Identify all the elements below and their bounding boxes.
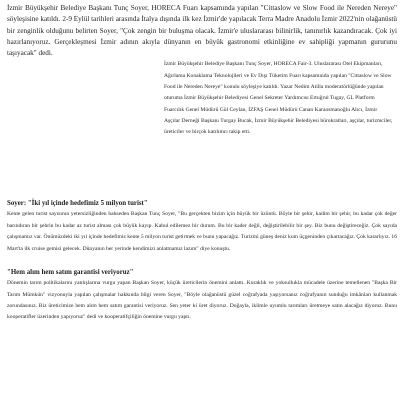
photo-area (7, 59, 159, 193)
section-heading-tourism: Soyer: "İki yıl içinde hedefimiz 5 milyon turist" (7, 200, 148, 208)
article-intro: İzmir Büyükşehir Belediye Başkanı Tunç Soyer, HORECA Fuarı kapsamında yapılan "Cittaslow ve Slow Food ile Nereden Nereye" söyleşisine katıldı. 2-9 Eylül tarihleri arasında İtalya dışında ilk kez İzmir'de yapılacak Terra Madre Anadolu İzmir 2022'nin olağanüstü bir zenginlik olduğunu belirten Soyer, "Çok zengin bir buluşma olacak. İzmir'e uluslararası bilinirlik, tanınırlık kazandıracak. Çok iyi hazırlanıyoruz. Gerçekleşmesi İzmir adının akıyla dünyanın en büyük gastronomi etkinliğine ev sahipliği yapmanın gururunu taşıyacak" dedi. (7, 4, 397, 58)
section-heading-agriculture: "Hem alım hem satım garantisi veriyoruz" (7, 269, 134, 277)
section-gap (7, 255, 397, 262)
section-body-tourism: Kente gelen turist sayısının yetersizliğinden bahseden Başkan Tunç Soyer, "Bu gerçekten bizim için büyük bir üzüntü. Böyle bir şehir, kadim bir şehir, bu kadar çok değer barındıran bir şehrin bu kadar az turist alması çok büyük kayıp. Kabul edilemez bir durum. Bu bir kader değil, değiştirilebilir bir şey. Biz bunu değiştireceğiz. Çok sayıda çalışmamız var. Önümüzdeki iki yıl içinde hedefimiz kente 5 milyon turist getirmek ve bunu yapacağız. Turizmi güneş deniz kum üçgeninden çıkartacağız. Çok kararlıyız. 16 Mart'ta ilk cruise gemisi gelecek. Dünyanın her yerinde kendimizi anlatmamız lazım" diye konuştu. (7, 211, 397, 252)
article (7, 3, 397, 324)
section-body-agriculture: Dönemin tarım politikalarını yanlışlarına vurgu yapan Başkan Soyer, küçük üreticilerin önemini anlattı. Kuraklık ve yoksullukla mücadele üzerine temellenen "Başka Bir Tarım Mümkün" vizyonuyla yapılan çalışmalar hakkında bilgi veren Soyer, "Böyle olağanüstü güzel coğrafyada yaşıyorsanız coğrafyanın sunduğu imkânları kullanmak zorundasınız. Biz üreticimize hem alım hem satım garantisi veriyoruz. Sen yeter ki üret diyoruz. Doğayla, iklimle uyumlu tarımları üretmeye satın alacağız diyoruz. Bunu kooperatifler üzerinden yapıyoruz" dedi ve kooperatifçiliğin önemine vurgu yaptı. (7, 280, 397, 321)
side-paragraph: İzmir Büyükşehir Belediye Başkanı Tunç Soyer, HORECA Fair-3. Uluslararası Otel Ekipmanları, Ağırlama Konaklama Teknolojileri ve Ev Dışı Tüketim Fuarı kapsamında yapılan "Cittaslow ve Slow Food ile Nereden Nereye" konulu söyleşiye katıldı. Yazar Nedim Atilla moderatörlüğünde yapılan oturuma İzmir Büyükşehir Belediyesi Genel Sekreter Yardımcısı Ertuğrul Tugay, GL Platform Fuarcılık Genel Müdürü Gül Ceylan, İZFAŞ Genel Müdürü Canan Karaosmanoğlu Alıcı, İzmir Aşçılar Derneği Başkanı Turgay Bucak, İzmir Büyükşehir Belediyesi bürokratları, aşçılar, turizmciler, üreticiler ve birçok katılımcı takip etti. (164, 61, 393, 136)
intro-block (7, 59, 397, 193)
